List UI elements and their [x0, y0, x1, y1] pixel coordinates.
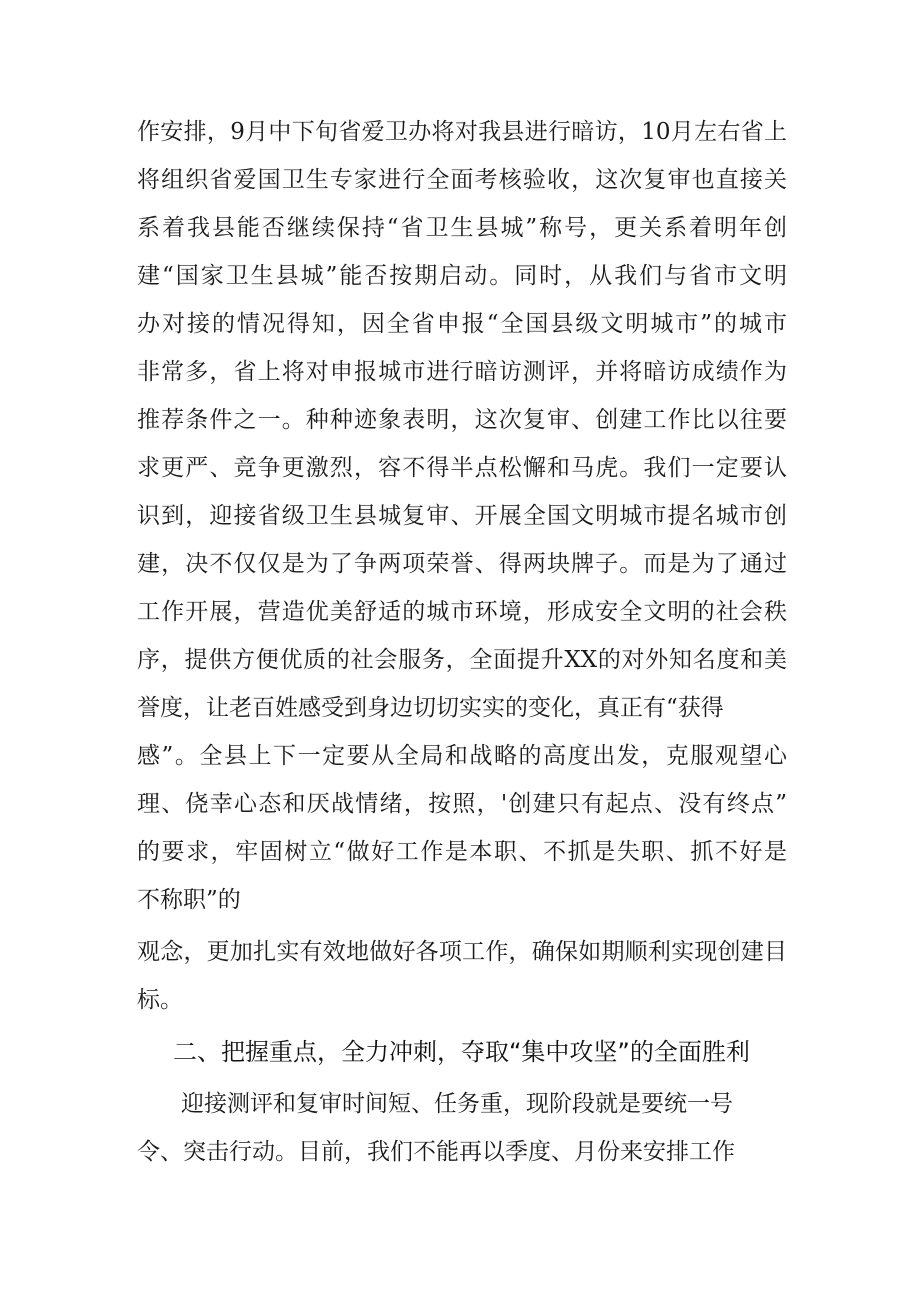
line-text: 理、侥幸心态和厌战情绪，按照，'创建只有起点、没有终点” — [137, 791, 787, 817]
text-line — [137, 348, 787, 396]
text-line — [137, 492, 787, 540]
text-line — [137, 540, 787, 588]
document-body — [137, 108, 787, 1176]
text-line — [137, 156, 787, 204]
text-line — [137, 828, 787, 876]
line-text: 办对接的情况得知，因全省申报“全国县级文明城市”的城市 — [137, 311, 787, 337]
line-text: 誉度，让老百姓感受到身边切切实实的变化，真正有“获得 — [137, 695, 724, 721]
text-line — [137, 684, 787, 732]
line-text: 工作开展，营造优美舒适的城市环境，形成安全文明的社会秩 — [137, 599, 787, 625]
text-line — [137, 396, 787, 444]
text-line — [137, 976, 787, 1024]
line-text: 求更严、竞争更激烈，容不得半点松懈和马虎。我们一定要认 — [137, 455, 787, 481]
text-line — [137, 928, 787, 976]
line-text: 序，提供方便优质的社会服务，全面提升XX的对外知名度和美 — [137, 647, 787, 673]
line-text: 作安排，9月中下旬省爱卫办将对我县进行暗访，10月左右省上 — [137, 119, 787, 145]
text-line — [137, 204, 787, 252]
line-text: 建“国家卫生县城”能否按期启动。同时，从我们与省市文明 — [137, 263, 787, 289]
line-text: 将组织省爱国卫生专家进行全面考核验收，这次复审也直接关 — [137, 167, 787, 193]
text-line — [137, 252, 787, 300]
text-line — [137, 636, 787, 684]
line-text: 令、突击行动。目前，我们不能再以季度、月份来安排工作 — [137, 1139, 735, 1165]
line-text: 系着我县能否继续保持“省卫生县城”称号，更关系着明年创 — [137, 215, 787, 241]
line-text: 感”。全县上下一定要从全局和战略的高度出发，克服观望心 — [137, 743, 787, 769]
text-line — [137, 444, 787, 492]
line-text: 观念，更加扎实有效地做好各项工作，确保如期顺利实现创建目 — [137, 939, 787, 965]
text-line — [137, 780, 787, 828]
text-line — [137, 1080, 787, 1128]
line-text: 迎接测评和复审时间短、任务重，现阶段就是要统一号 — [181, 1091, 733, 1117]
text-line — [137, 1128, 787, 1176]
line-text: 的要求，牢固树立“做好工作是本职、不抓是失职、抓不好是 — [137, 839, 787, 865]
text-line — [137, 876, 787, 924]
line-text: 识到，迎接省级卫生县城复审、开展全国文明城市提名城市创 — [137, 503, 787, 529]
text-line — [137, 588, 787, 636]
line-text: 建，决不仅仅是为了争两项荣誉、得两块牌子。而是为了通过 — [137, 551, 787, 577]
text-line — [137, 108, 787, 156]
line-text: 不称职”的 — [137, 887, 241, 913]
line-text: 非常多，省上将对申报城市进行暗访测评，并将暗访成绩作为 — [137, 359, 787, 385]
section-heading: 二、把握重点，全力冲刺，夺取“集中攻坚”的全面胜利 — [173, 1038, 750, 1066]
text-line — [137, 732, 787, 780]
text-line — [137, 300, 787, 348]
line-text: 标。 — [137, 987, 183, 1013]
line-text: 推荐条件之一。种种迹象表明，这次复审、创建工作比以往要 — [137, 407, 787, 433]
